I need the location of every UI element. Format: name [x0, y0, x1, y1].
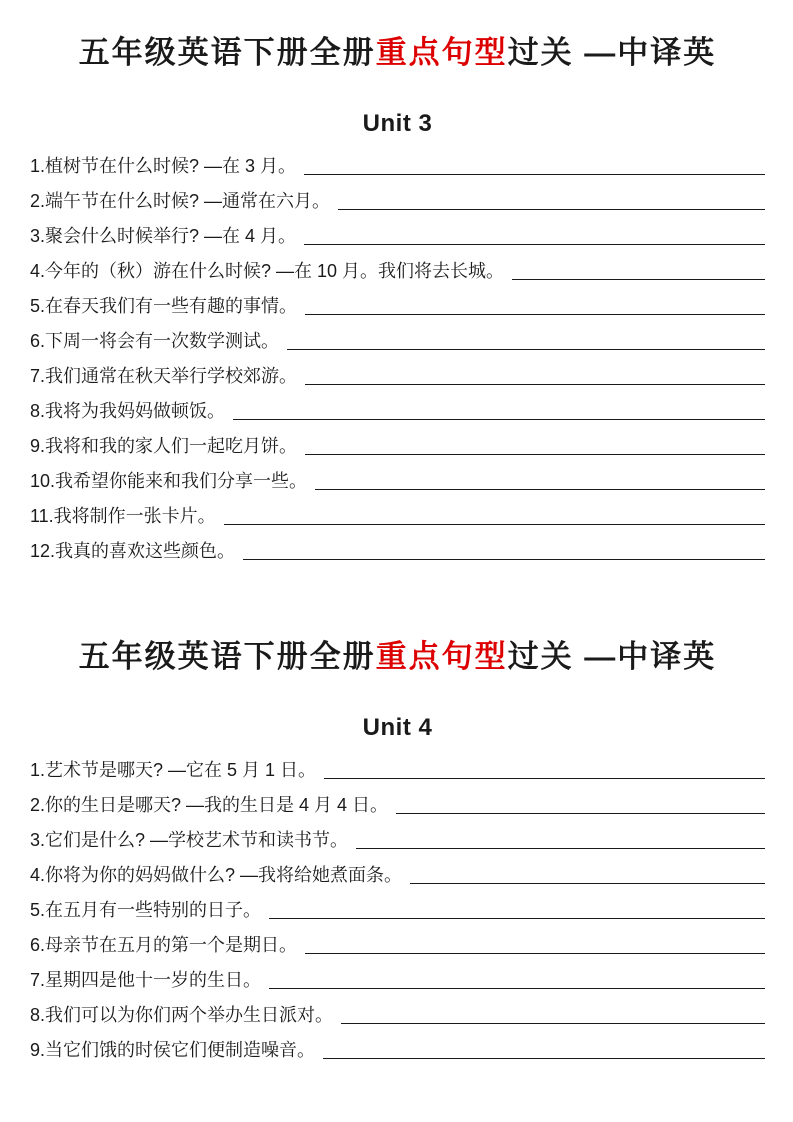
answer-blank-line: [304, 174, 765, 175]
exercise-item: [30, 783, 765, 818]
page-title-prefix: 五年级英语下册全册: [78, 639, 376, 674]
exercise-item: [30, 249, 765, 284]
exercise-item-text: 1.植树节在什么时候? —在 3 月。: [30, 156, 297, 176]
section-unit-4: [30, 638, 765, 1063]
exercise-item-text: 3.聚会什么时候举行? —在 4 月。: [30, 226, 297, 246]
page-title: [30, 638, 765, 676]
exercise-item-text: 8.我们可以为你们两个举办生日派对。: [30, 1005, 334, 1025]
answer-blank-line: [269, 918, 765, 919]
exercise-item: [30, 179, 765, 214]
exercise-item: [30, 1028, 765, 1063]
exercise-item: [30, 748, 765, 783]
answer-blank-line: [512, 279, 765, 280]
exercise-item-text: 4.今年的（秋）游在什么时候? —在 10 月。我们将去长城。: [30, 261, 505, 281]
page-title-suffix: 过关 —中译英: [507, 639, 717, 674]
exercise-item-text: 6.下周一将会有一次数学测试。: [30, 331, 280, 351]
exercise-item: [30, 214, 765, 249]
page-title-highlight: 重点句型: [375, 35, 508, 70]
exercise-item-text: 1.艺术节是哪天? —它在 5 月 1 日。: [30, 760, 317, 780]
exercise-item-text: 3.它们是什么? —学校艺术节和读书节。: [30, 830, 349, 850]
answer-blank-line: [324, 778, 765, 779]
unit-heading: Unit 3: [362, 110, 433, 137]
exercise-item-text: 9.当它们饿的时侯它们便制造噪音。: [30, 1040, 316, 1060]
exercise-item-text: 12.我真的喜欢这些颜色。: [30, 541, 236, 561]
exercise-item: [30, 888, 765, 923]
exercise-item: [30, 389, 765, 424]
answer-blank-line: [338, 209, 765, 210]
exercise-item: [30, 354, 765, 389]
answer-blank-line: [305, 953, 765, 954]
answer-blank-line: [269, 988, 765, 989]
exercise-item: [30, 144, 765, 179]
exercise-list: [30, 748, 765, 1063]
exercise-item-text: 2.端午节在什么时候? —通常在六月。: [30, 191, 331, 211]
exercise-item: [30, 319, 765, 354]
exercise-item: [30, 494, 765, 529]
exercise-item-text: 6.母亲节在五月的第一个是期日。: [30, 935, 298, 955]
answer-blank-line: [305, 314, 765, 315]
exercise-item: [30, 818, 765, 853]
exercise-item-text: 7.我们通常在秋天举行学校郊游。: [30, 366, 298, 386]
exercise-item: [30, 424, 765, 459]
exercise-item: [30, 853, 765, 888]
exercise-item: [30, 958, 765, 993]
exercise-item-text: 7.星期四是他十一岁的生日。: [30, 970, 262, 990]
exercise-item-text: 9.我将和我的家人们一起吃月饼。: [30, 436, 298, 456]
exercise-item-text: 2.你的生日是哪天? —我的生日是 4 月 4 日。: [30, 795, 389, 815]
exercise-item-text: 5.在春天我们有一些有趣的事情。: [30, 296, 298, 316]
exercise-item: [30, 529, 765, 564]
answer-blank-line: [305, 454, 765, 455]
exercise-item-text: 4.你将为你的妈妈做什么? —我将给她煮面条。: [30, 865, 403, 885]
answer-blank-line: [341, 1023, 765, 1024]
page-title-highlight: 重点句型: [375, 639, 508, 674]
exercise-item: [30, 459, 765, 494]
answer-blank-line: [410, 883, 765, 884]
answer-blank-line: [243, 559, 765, 560]
page-title: [30, 34, 765, 72]
answer-blank-line: [233, 419, 765, 420]
exercise-item: [30, 284, 765, 319]
answer-blank-line: [305, 384, 765, 385]
exercise-item-text: 10.我希望你能来和我们分享一些。: [30, 471, 308, 491]
answer-blank-line: [396, 813, 765, 814]
exercise-item-text: 5.在五月有一些特别的日子。: [30, 900, 262, 920]
exercise-item: [30, 993, 765, 1028]
answer-blank-line: [224, 524, 765, 525]
page-title-suffix: 过关 —中译英: [507, 35, 717, 70]
exercise-item: [30, 923, 765, 958]
answer-blank-line: [304, 244, 765, 245]
answer-blank-line: [287, 349, 765, 350]
exercise-list: [30, 144, 765, 564]
answer-blank-line: [315, 489, 765, 490]
section-unit-3: [30, 34, 765, 564]
answer-blank-line: [323, 1058, 765, 1059]
exercise-item-text: 8.我将为我妈妈做顿饭。: [30, 401, 226, 421]
answer-blank-line: [356, 848, 765, 849]
unit-heading: Unit 4: [362, 714, 433, 741]
page-title-prefix: 五年级英语下册全册: [78, 35, 376, 70]
exercise-item-text: 11.我将制作一张卡片。: [30, 506, 216, 526]
